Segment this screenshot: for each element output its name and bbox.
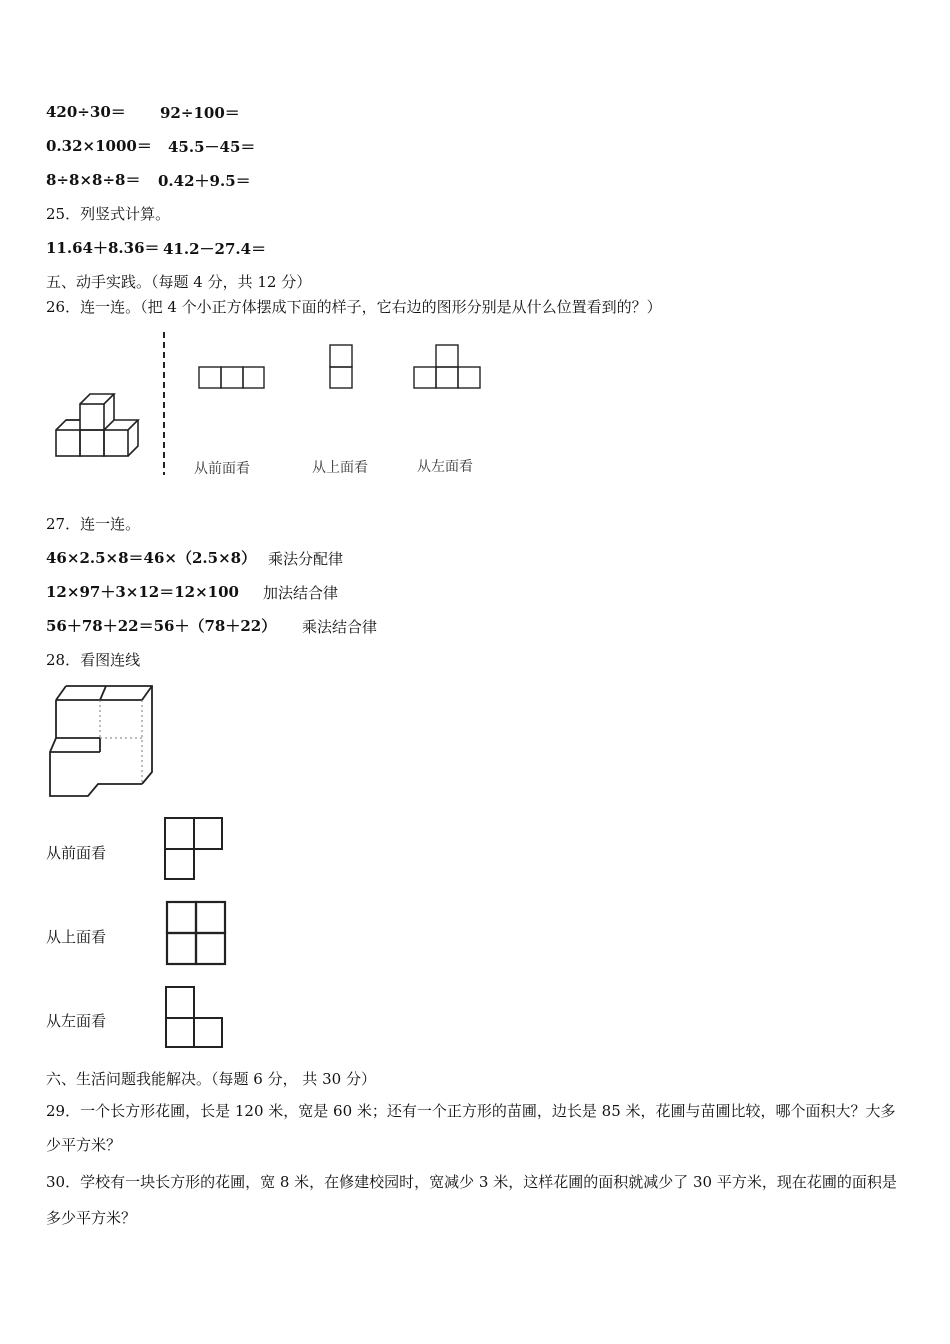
question-30-text: 30．学校有一块长方形的花圃，宽 8 米，在修建校园时，宽减少 3 米，这样花圃的面积就减少了 30 平方米，现在花圃的面积是多少平方米？	[46, 1173, 897, 1227]
q27-expr-3: 56＋78＋22＝56＋（78＋22）	[46, 617, 277, 635]
q28-view-left	[163, 984, 225, 1050]
question-27-title: 27．连一连。	[46, 515, 141, 533]
question-26-title: 26．连一连。（把 4 个小正方体摆成下面的样子，它右边的图形分别是从什么位置看到的？）	[46, 298, 662, 316]
calc-expr: 92÷100＝	[160, 104, 240, 122]
q27-law-3: 乘法结合律	[302, 618, 378, 636]
calc-row-2	[46, 136, 152, 156]
q28-view-front	[163, 816, 225, 882]
section-5-title: 五、动手实践。（每题 4 分，共 12 分）	[46, 273, 312, 291]
calc-expr: 420÷30＝	[46, 103, 126, 121]
q27-expr-2: 12×97＋3×12＝12×100	[46, 583, 239, 601]
q28-view-left-drawing	[163, 984, 225, 1050]
calc-expr: 45.5－45＝	[168, 138, 256, 156]
question-29-text: 29．一个长方形花圃，长是 120 米，宽是 60 米；还有一个正方形的苗圃，边长是 85 米，花圃与苗圃比较，哪个面积大？大多少平方米？	[46, 1102, 896, 1154]
section-6-title: 六、生活问题我能解决。（每题 6 分， 共 30 分）	[46, 1070, 376, 1088]
q26-caption-left: 从左面看	[417, 459, 473, 475]
q28-solid-drawing	[46, 682, 158, 800]
calc-expr: 0.32×1000＝	[46, 137, 152, 155]
q25-expr-a: 11.64＋8.36＝	[46, 239, 160, 257]
q27-law-2: 加法结合律	[263, 584, 339, 602]
q27-expr-1: 46×2.5×8＝46×（2.5×8）	[46, 549, 257, 567]
q25-expr-b: 41.2－27.4＝	[163, 240, 267, 258]
question-28-title: 28．看图连线	[46, 651, 141, 669]
calc-expr: 0.42＋9.5＝	[158, 172, 251, 190]
q28-view-front-drawing	[163, 816, 225, 882]
question-25-title: 25．列竖式计算。	[46, 205, 171, 223]
calc-row-3	[46, 170, 140, 190]
q28-label-top: 从上面看	[46, 928, 107, 946]
q28-solid-figure	[46, 682, 158, 800]
calc-row-1	[46, 102, 126, 122]
q28-label-left: 从左面看	[46, 1012, 107, 1030]
calc-expr: 8÷8×8÷8＝	[46, 171, 141, 189]
q26-caption-front: 从前面看	[194, 461, 250, 477]
q28-label-front: 从前面看	[46, 844, 107, 862]
q26-caption-top: 从上面看	[312, 460, 368, 476]
q28-view-top	[164, 899, 228, 967]
q28-view-top-drawing	[164, 899, 228, 967]
q27-law-1: 乘法分配律	[268, 550, 344, 568]
